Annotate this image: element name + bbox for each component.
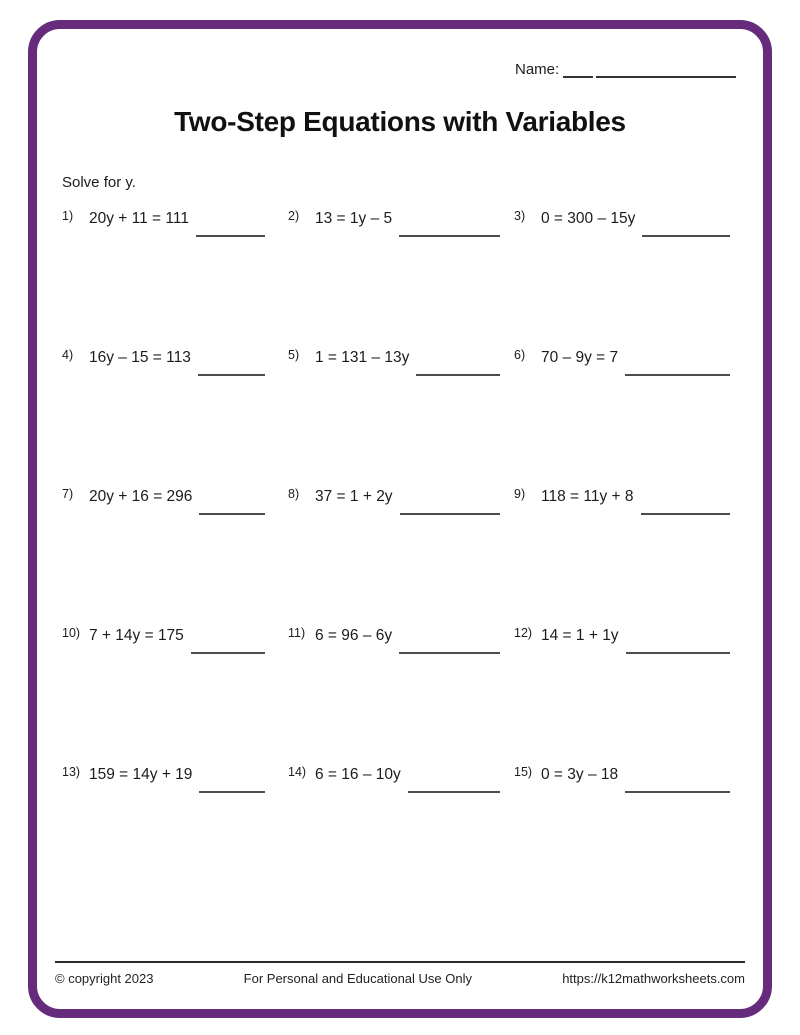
problem-8 xyxy=(288,488,514,515)
problem-number: 1) xyxy=(62,209,74,223)
answer-blank xyxy=(199,488,265,515)
answer-blank xyxy=(400,488,500,515)
problem-4 xyxy=(62,349,288,376)
answer-blank xyxy=(198,349,265,376)
problem-number: 8) xyxy=(288,487,300,501)
answer-blank xyxy=(642,210,730,237)
problem-number: 14) xyxy=(288,765,307,779)
answer-blank xyxy=(196,210,265,237)
problem-equation: 14 = 1 + 1y xyxy=(541,627,619,644)
problem-6 xyxy=(514,349,730,376)
name-line xyxy=(563,60,593,78)
problem-equation: 159 = 14y + 19 xyxy=(89,766,193,783)
answer-blank xyxy=(625,766,730,793)
problem-equation: 118 = 11y + 8 xyxy=(541,488,634,505)
problem-13 xyxy=(62,766,288,793)
problem-equation: 16y – 15 = 113 xyxy=(89,349,191,366)
problem-equation: 13 = 1y – 5 xyxy=(315,210,393,227)
footer-divider xyxy=(55,961,745,963)
problem-number: 12) xyxy=(514,626,533,640)
problem-number: 6) xyxy=(514,348,526,362)
problem-number: 3) xyxy=(514,209,526,223)
answer-blank xyxy=(626,627,730,654)
problem-10 xyxy=(62,627,288,654)
problem-number: 2) xyxy=(288,209,300,223)
problem-number: 15) xyxy=(514,765,533,779)
answer-blank xyxy=(199,766,265,793)
instruction-text: Solve for y. xyxy=(62,174,136,191)
problem-number: 4) xyxy=(62,348,74,362)
problem-number: 5) xyxy=(288,348,300,362)
footer-url: https://k12mathworksheets.com xyxy=(562,971,745,986)
problem-number: 10) xyxy=(62,626,81,640)
worksheet-title: Two-Step Equations with Variables xyxy=(174,106,626,137)
problem-number: 13) xyxy=(62,765,81,779)
problem-equation: 20y + 16 = 296 xyxy=(89,488,193,505)
problem-equation: 0 = 3y – 18 xyxy=(541,766,619,783)
problem-equation: 0 = 300 – 15y xyxy=(541,210,636,227)
answer-blank xyxy=(416,349,500,376)
answer-blank xyxy=(625,349,730,376)
answer-blank xyxy=(191,627,265,654)
footer xyxy=(55,971,745,986)
problem-11 xyxy=(288,627,514,654)
problem-1 xyxy=(62,210,288,237)
answer-blank xyxy=(399,627,500,654)
problem-equation: 6 = 96 – 6y xyxy=(315,627,393,644)
problem-equation: 20y + 11 = 111 xyxy=(89,210,189,227)
problem-number: 11) xyxy=(288,626,306,640)
problem-15 xyxy=(514,766,730,793)
problem-equation: 6 = 16 – 10y xyxy=(315,766,401,783)
problem-equation: 70 – 9y = 7 xyxy=(541,349,619,366)
problem-equation: 7 + 14y = 175 xyxy=(89,627,184,644)
problem-2 xyxy=(288,210,514,237)
name-label: Name: xyxy=(515,61,560,78)
answer-blank xyxy=(399,210,500,237)
problems-grid xyxy=(62,210,730,905)
footer-copyright: © copyright 2023 xyxy=(55,971,154,986)
answer-blank xyxy=(408,766,500,793)
problem-number: 9) xyxy=(514,487,526,501)
problem-14 xyxy=(288,766,514,793)
problem-equation: 1 = 131 – 13y xyxy=(315,349,410,366)
problem-9 xyxy=(514,488,730,515)
problem-number: 7) xyxy=(62,487,74,501)
problem-7 xyxy=(62,488,288,515)
answer-blank xyxy=(641,488,730,515)
name-field xyxy=(515,60,736,78)
problem-equation: 37 = 1 + 2y xyxy=(315,488,393,505)
problem-3 xyxy=(514,210,730,237)
problem-12 xyxy=(514,627,730,654)
problem-5 xyxy=(288,349,514,376)
name-line xyxy=(596,60,736,78)
footer-usage: For Personal and Educational Use Only xyxy=(243,971,473,986)
